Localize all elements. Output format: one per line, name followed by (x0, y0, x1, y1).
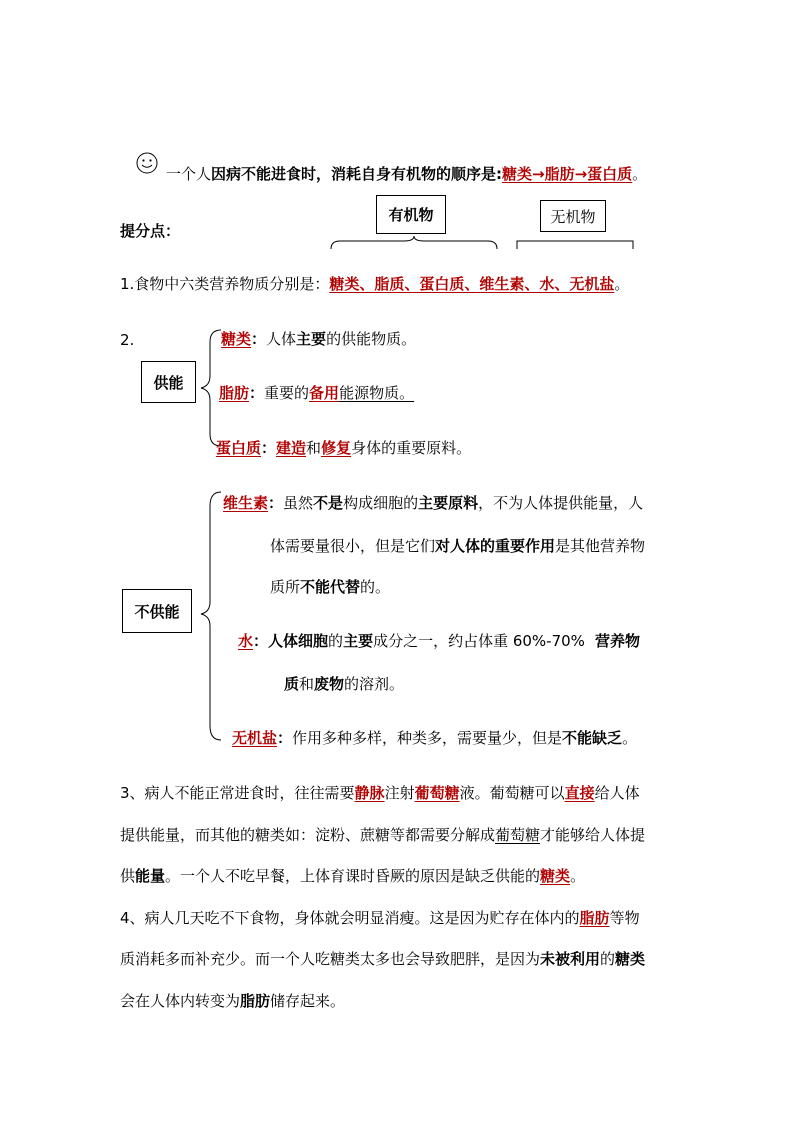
vitamin-l3c: 的。 (360, 578, 391, 596)
item2-number: 2. (120, 331, 135, 349)
protein-name: 蛋白质 (216, 439, 262, 457)
vitamin-l2c: 是其他营养物 (555, 537, 646, 555)
protein-t2: 和 (306, 439, 322, 457)
item3-l1f: 直接 (564, 784, 595, 802)
item3-l3a: 供 (120, 867, 136, 885)
vitamin-line3 (270, 576, 390, 598)
water-l2c: 废物 (314, 675, 345, 693)
protein-t3: 修复 (321, 439, 352, 457)
salt-colon: ： (277, 729, 293, 747)
water-l2b: 和 (299, 675, 315, 693)
protein-t1: 建造 (276, 439, 307, 457)
item4-l3c: 储存起来。 (270, 992, 346, 1010)
header-end: 。 (632, 165, 648, 183)
water-line1 (238, 630, 640, 652)
water-l2d: 的溶剂。 (344, 675, 405, 693)
water-name: 水 (238, 632, 254, 650)
vitamin-l2a: 体需要量很小，但是它们 (270, 537, 436, 555)
salt-line (232, 727, 637, 749)
sugar-name: 糖类 (221, 330, 252, 348)
item4-l1c: 等物 (609, 909, 640, 927)
item3-line3 (120, 865, 585, 887)
item3-l2a: 提供能量，而其他的糖类如：淀粉、蔗糖等都需要分解成 (120, 826, 496, 844)
vitamin-line1 (223, 492, 643, 514)
nonenergy-box-label: 不供能 (134, 602, 180, 621)
water-line2 (284, 673, 404, 695)
inorganic-bracket (516, 238, 634, 250)
vitamin-l3b: 不能代替 (300, 578, 361, 596)
nonenergy-box (122, 589, 192, 633)
header-bold: 因病不能进食时，消耗自身有机物的顺序是: (211, 165, 503, 183)
item3-l1a: 3、病人不能正常进食时，往往需要 (120, 784, 355, 802)
vitamin-line2 (270, 535, 645, 557)
item1-line (120, 273, 629, 295)
vitamin-l3a: 质所 (270, 578, 301, 596)
vitamin-l2b: 对人体的重要作用 (435, 537, 556, 555)
water-l1b: 的 (328, 632, 344, 650)
salt-name: 无机盐 (232, 729, 278, 747)
salt-t1: 作用多种多样，种类多，需要量少，但是 (292, 729, 563, 747)
item3-l2b: 葡萄糖 (495, 826, 541, 844)
water-l1e: 营养物 (594, 632, 640, 650)
item4-l2d: 糖类 (615, 950, 646, 968)
vitamin-l1e: ，不为人体提供能量，人 (478, 494, 644, 512)
sugar-t1: 人体 (266, 330, 297, 348)
water-colon: ： (253, 632, 269, 650)
salt-t2: 不能缺乏 (562, 729, 623, 747)
item4-l3b: 脂肪 (240, 992, 271, 1010)
vitamin-name: 维生素 (223, 494, 269, 512)
item3-l1d: 葡萄糖 (414, 784, 460, 802)
organic-brace (330, 236, 498, 250)
item4-l2b: 未被利用 (540, 950, 601, 968)
vitamin-colon: ： (268, 494, 284, 512)
item3-l3d: 糖类 (540, 867, 571, 885)
points-title: 提分点： (120, 222, 181, 240)
nonenergy-brace (200, 490, 222, 742)
water-l1d: 成分之一，约占体重 60%-70% (373, 632, 585, 650)
vitamin-l1d: 主要原料 (418, 494, 479, 512)
item4-line1 (120, 907, 640, 929)
sugar-t3: 的供能物质。 (326, 330, 417, 348)
item1-end: 。 (614, 275, 630, 293)
organic-box (376, 195, 446, 234)
fat-colon: ： (249, 384, 265, 402)
water-l2a: 质 (284, 675, 300, 693)
item4-l2a: 质消耗多而补充少。而一个人吃糖类太多也会导致肥胖，是因为 (120, 950, 541, 968)
item4-line3 (120, 990, 345, 1012)
item1-text: 1.食物中六类营养物质分别是： (120, 275, 330, 293)
inorganic-box (540, 200, 606, 232)
protein-t4: 身体的重要原料。 (351, 439, 472, 457)
water-l1a: 人体细胞 (268, 632, 329, 650)
fat-line (219, 382, 414, 404)
sugar-t2: 主要 (296, 330, 327, 348)
fat-t1: 重要的 (264, 384, 310, 402)
fat-t3: 能源物质。 (339, 384, 415, 402)
item1-list: 糖类、脂质、蛋白质、维生素、水、无机盐 (329, 275, 615, 293)
energy-box (141, 361, 196, 403)
item3-l3c: 。一个人不吃早餐，上体育课时昏厥的原因是缺乏供能的 (165, 867, 541, 885)
item4-l2c: 的 (600, 950, 616, 968)
item3-line1 (120, 782, 640, 804)
item3-l1e: 液。葡萄糖可以 (459, 784, 565, 802)
inorganic-label: 无机物 (550, 207, 596, 226)
header-prefix: 一个人 (166, 165, 212, 183)
sugar-colon: ： (251, 330, 267, 348)
protein-colon: ： (261, 439, 277, 457)
smiley-icon (136, 152, 158, 174)
sugar-line (221, 328, 416, 350)
item4-l3a: 会在人体内转变为 (120, 992, 241, 1010)
vitamin-l1b: 不是 (313, 494, 344, 512)
header-sequence: 糖类→脂肪→蛋白质 (502, 165, 633, 183)
vitamin-l1c: 构成细胞的 (343, 494, 419, 512)
item3-l1g: 给人体 (594, 784, 640, 802)
item3-l1c: 注射 (384, 784, 415, 802)
item3-l3e: 。 (570, 867, 586, 885)
item4-l1a: 4、病人几天吃不下食物，身体就会明显消瘦。这是因为贮存在体内的 (120, 909, 580, 927)
organic-label: 有机物 (388, 206, 434, 224)
item4-line2 (120, 948, 645, 970)
header-line (166, 163, 647, 185)
fat-name: 脂肪 (219, 384, 250, 402)
item3-line2 (120, 824, 645, 846)
protein-line (216, 437, 471, 459)
fat-t2: 备用 (309, 384, 340, 402)
item3-l2c: 才能够给人体提 (540, 826, 646, 844)
item3-l3b: 能量 (135, 867, 166, 885)
water-l1c: 主要 (343, 632, 374, 650)
energy-box-label: 供能 (153, 373, 184, 392)
item3-l1b: 静脉 (354, 784, 385, 802)
salt-t3: 。 (622, 729, 638, 747)
item4-l1b: 脂肪 (579, 909, 610, 927)
vitamin-l1a: 虽然 (283, 494, 314, 512)
